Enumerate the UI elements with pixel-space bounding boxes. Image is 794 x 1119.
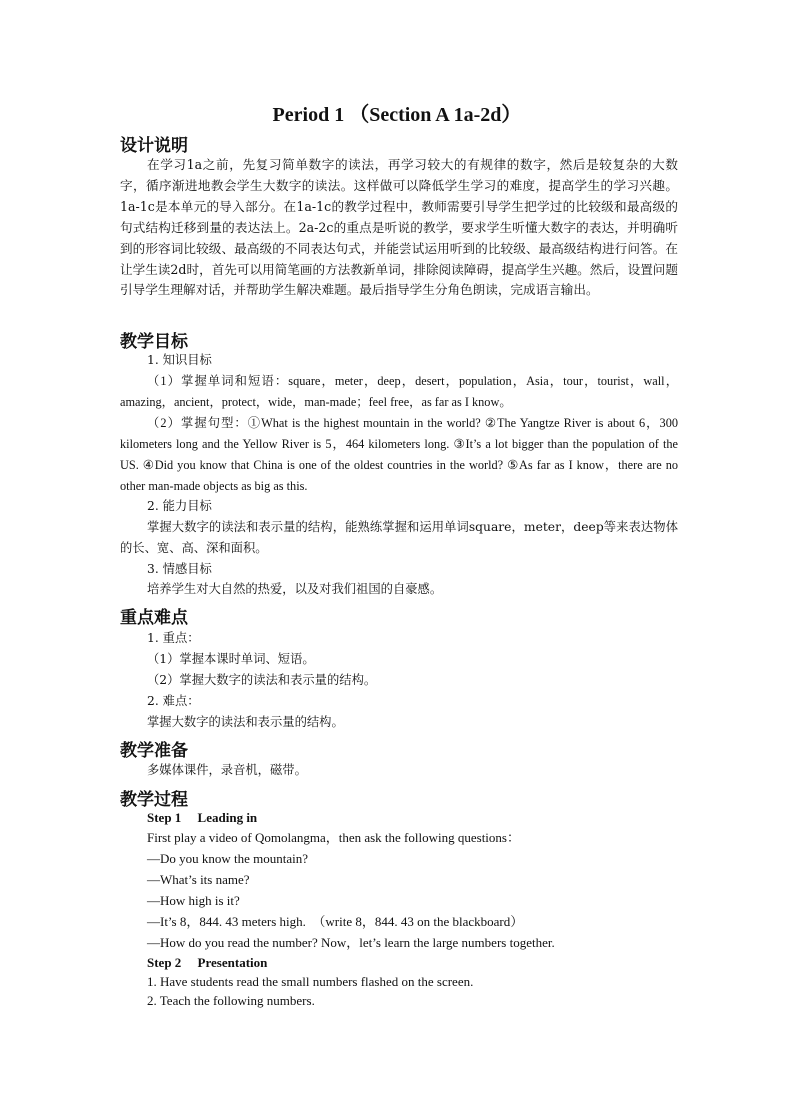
step-2-line-2: 2. Teach the following numbers.: [147, 993, 315, 1008]
ability-goal-body: 掌握大数字的读法和表示量的结构，能熟练掌握和运用单词square，meter，deep等来表达物体的长、宽、高、深和面积。: [120, 520, 678, 555]
step-1-line-5: —It’s 8，844. 43 meters high. （write 8，844. 43 on the blackboard）: [147, 914, 524, 929]
step-1-line-6: —How do you read the number? Now，let’s learn the large numbers together.: [147, 935, 555, 950]
heading-design: 设计说明: [120, 136, 188, 156]
step-1-line-4: —How high is it?: [147, 893, 240, 908]
step-1-line-3: —What’s its name?: [147, 872, 250, 887]
emotion-goal-title: 3. 情感目标: [147, 562, 212, 576]
knowledge-sentences: （2）掌握句型：①What is the highest mountain in the world? ②The Yangtze River is about 6，300 kilometers long and the Yellow River is 5，464 kilometers long. ③It’s a lot bigger than the population of the US. ④Did you know that China is one of the oldest countries in the world? ⑤As far as I know，there are no other man-made objects as big as this.: [120, 416, 678, 493]
emotion-goal-body: 培养学生对大自然的热爱，以及对我们祖国的自豪感。: [147, 582, 443, 596]
step-2-line-1: 1. Have students read the small numbers flashed on the screen.: [147, 974, 474, 989]
step-2-heading: Step 2 Presentation: [147, 955, 268, 970]
heading-process: 教学过程: [120, 790, 188, 810]
step-1-line-1: First play a video of Qomolangma，then ask the following questions：: [147, 830, 520, 845]
heading-goals: 教学目标: [120, 332, 188, 352]
key-point-2: （2）掌握大数字的读法和表示量的结构。: [147, 673, 377, 687]
step-1-heading: Step 1 Leading in: [147, 810, 258, 825]
step-1-line-2: —Do you know the mountain?: [147, 851, 309, 866]
design-paragraph: 在学习1a之前，先复习简单数字的读法，再学习较大的有规律的数字，然后是较复杂的大数字，循序渐进地教会学生大数字的读法。这样做可以降低学生学习的难度，提高学生的学习兴趣。1a-1c是本单元的导入部分。在1a-1c的教学过程中，教师需要引导学生把学过的比较级和最高级的句式结构迁移到量的表达法上。2a-2c的重点是听说的教学，要求学生听懂大数字的表达，并明确听到的形容词比较级、最高级的不同表达句式，并能尝试运用听到的比较级、最高级结构进行问答。在让学生读2d时，首先可以用简笔画的方法教新单词，排除阅读障碍，提高学生兴趣。然后，设置问题引导学生理解对话，并帮助学生解决难题。最后指导学生分角色朗读，完成语言输出。: [120, 157, 678, 298]
difficulty-1: 掌握大数字的读法和表示量的结构。: [147, 715, 344, 729]
difficulty-label: 2. 难点：: [147, 694, 200, 708]
ability-goal-title: 2. 能力目标: [147, 499, 212, 513]
knowledge-vocab: （1）掌握单词和短语：square，meter，deep，desert，population，Asia，tour，tourist，wall，amazing，ancient，protect，wide，man-made；feel free，as far as I know。: [120, 374, 678, 409]
key-point-1: （1）掌握本课时单词、短语。: [147, 652, 315, 666]
heading-key-points: 重点难点: [120, 608, 188, 628]
preparation-body: 多媒体课件，录音机，磁带。: [147, 763, 307, 777]
page-title: Period 1 （Section A 1a-2d）: [272, 104, 522, 126]
heading-preparation: 教学准备: [120, 741, 188, 761]
key-point-label: 1. 重点：: [147, 631, 200, 645]
knowledge-goal-title: 1. 知识目标: [147, 353, 212, 367]
